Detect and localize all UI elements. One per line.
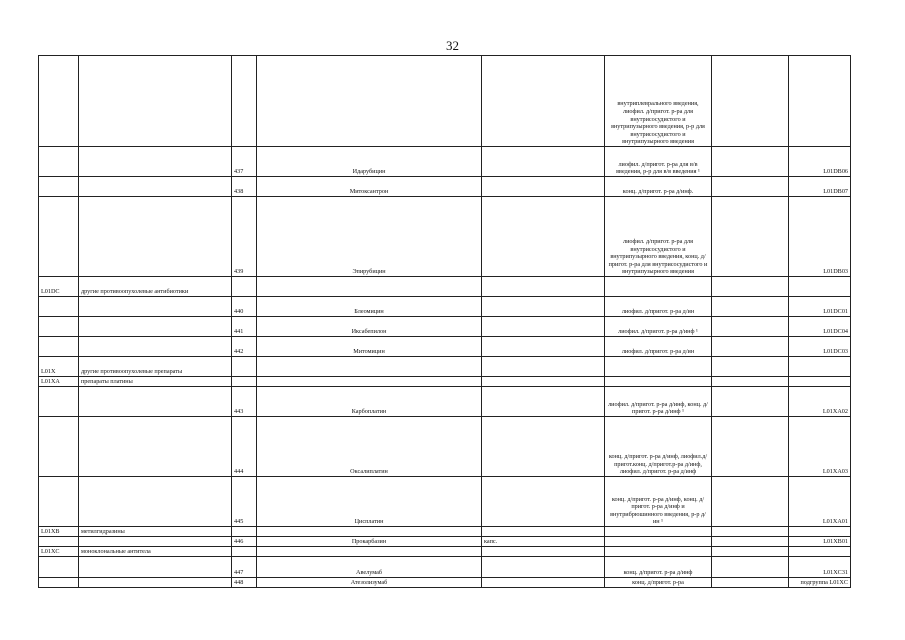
table-row xyxy=(39,477,851,527)
table-row xyxy=(39,527,851,537)
dosage-kind-cell: капс. xyxy=(482,537,605,547)
drug-name-cell: Прокарбазин xyxy=(257,537,482,547)
atx-code-cell: L01DC xyxy=(39,277,79,297)
atx-code-cell xyxy=(39,147,79,177)
dosage-kind-cell xyxy=(482,578,605,588)
dosage-form-cell xyxy=(605,547,712,557)
atx-subcode-cell: L01XC31 xyxy=(789,557,851,578)
row-number-cell xyxy=(232,277,257,297)
row-number-cell: 439 xyxy=(232,197,257,277)
note-cell xyxy=(712,578,789,588)
dosage-form-cell xyxy=(605,277,712,297)
drug-name-cell: Карбоплатин xyxy=(257,387,482,417)
table-row xyxy=(39,297,851,317)
dosage-kind-cell xyxy=(482,387,605,417)
row-number-cell: 448 xyxy=(232,578,257,588)
table-row xyxy=(39,537,851,547)
table-row xyxy=(39,56,851,147)
group-name-cell xyxy=(79,537,232,547)
atx-code-cell: L01XA xyxy=(39,377,79,387)
table-row xyxy=(39,557,851,578)
row-number-cell: 446 xyxy=(232,537,257,547)
table-row xyxy=(39,578,851,588)
group-name-cell: метилгидразины xyxy=(79,527,232,537)
group-name-cell: моноклональные антитела xyxy=(79,547,232,557)
row-number-cell: 440 xyxy=(232,297,257,317)
row-number-cell: 442 xyxy=(232,337,257,357)
dosage-kind-cell xyxy=(482,557,605,578)
group-name-cell xyxy=(79,297,232,317)
group-name-cell xyxy=(79,387,232,417)
note-cell xyxy=(712,537,789,547)
table-row xyxy=(39,547,851,557)
group-name-cell xyxy=(79,56,232,147)
drug-name-cell: Эпирубицин xyxy=(257,197,482,277)
drug-name-cell: Блеомицин xyxy=(257,297,482,317)
note-cell xyxy=(712,197,789,277)
drug-name-cell: Иксабепилон xyxy=(257,317,482,337)
row-number-cell: 444 xyxy=(232,417,257,477)
note-cell xyxy=(712,277,789,297)
note-cell xyxy=(712,297,789,317)
dosage-form-cell: конц. д/пригот. р-ра д/инф, лиофил.д/пригот.конц. д/пригот.р-ра д/инф, лиофил. д/пригот. р-ра д/инф xyxy=(605,417,712,477)
atx-code-cell xyxy=(39,317,79,337)
dosage-form-cell: лиофил. д/пригот. р-ра д/инф, конц. д/пригот. р-ра д/инф ¹ xyxy=(605,387,712,417)
group-name-cell xyxy=(79,557,232,578)
dosage-form-cell xyxy=(605,527,712,537)
note-cell xyxy=(712,417,789,477)
drug-name-cell xyxy=(257,377,482,387)
dosage-form-cell: конц. д/пригот. р-ра д/инф xyxy=(605,557,712,578)
table-row xyxy=(39,387,851,417)
atx-subcode-cell: L01XA01 xyxy=(789,477,851,527)
note-cell xyxy=(712,387,789,417)
atx-code-cell xyxy=(39,197,79,277)
row-number-cell xyxy=(232,527,257,537)
dosage-form-cell: лиофил. д/пригот. р-ра для в/в введения, р-р для в/в введения ¹ xyxy=(605,147,712,177)
note-cell xyxy=(712,357,789,377)
atx-subcode-cell: L01DC03 xyxy=(789,337,851,357)
dosage-kind-cell xyxy=(482,297,605,317)
note-cell xyxy=(712,56,789,147)
atx-subcode-cell xyxy=(789,56,851,147)
dosage-kind-cell xyxy=(482,337,605,357)
group-name-cell xyxy=(79,147,232,177)
atx-code-cell: L01XB xyxy=(39,527,79,537)
dosage-form-cell: лиофил. д/пригот. р-ра д/ин xyxy=(605,337,712,357)
table-row xyxy=(39,377,851,387)
dosage-form-cell xyxy=(605,377,712,387)
dosage-form-cell xyxy=(605,357,712,377)
atx-subcode-cell: L01DB06 xyxy=(789,147,851,177)
group-name-cell: другие противоопухолевые антибиотики xyxy=(79,277,232,297)
dosage-kind-cell xyxy=(482,147,605,177)
note-cell xyxy=(712,527,789,537)
atx-subcode-cell xyxy=(789,357,851,377)
atx-code-cell xyxy=(39,387,79,417)
group-name-cell xyxy=(79,417,232,477)
page-number: 32 xyxy=(446,38,459,53)
note-cell xyxy=(712,147,789,177)
atx-code-cell: L01X xyxy=(39,357,79,377)
note-cell xyxy=(712,547,789,557)
group-name-cell xyxy=(79,477,232,527)
dosage-form-cell: лиофил. д/пригот. р-ра д/ин xyxy=(605,297,712,317)
atx-subcode-cell: L01XA02 xyxy=(789,387,851,417)
row-number-cell: 441 xyxy=(232,317,257,337)
row-number-cell: 438 xyxy=(232,177,257,197)
atx-code-cell xyxy=(39,297,79,317)
note-cell xyxy=(712,377,789,387)
dosage-form-cell: лиофил. д/пригот. р-ра д/инф ¹ xyxy=(605,317,712,337)
atx-code-cell: L01XC xyxy=(39,547,79,557)
drug-name-cell: Митомицин xyxy=(257,337,482,357)
table-row xyxy=(39,417,851,477)
dosage-kind-cell xyxy=(482,527,605,537)
dosage-kind-cell xyxy=(482,417,605,477)
dosage-form-cell: лиофил. д/пригот. р-ра для внутрисосудистого и внутрипузырного введения, конц. д/пригот. р-ра для внутрисосудистого и внутрипузырного введения xyxy=(605,197,712,277)
dosage-form-cell: конц. д/пригот. р-ра д/инф, конц. д/пригот. р-ра д/инф и внутрибрюшинного введения, р-р д/ин ¹ xyxy=(605,477,712,527)
group-name-cell: другие противоопухолевые препараты xyxy=(79,357,232,377)
atx-code-cell xyxy=(39,537,79,547)
group-name-cell xyxy=(79,578,232,588)
atx-subcode-cell: L01DC04 xyxy=(789,317,851,337)
dosage-kind-cell xyxy=(482,547,605,557)
row-number-cell: 445 xyxy=(232,477,257,527)
dosage-kind-cell xyxy=(482,177,605,197)
drug-table xyxy=(38,55,851,588)
atx-subcode-cell xyxy=(789,377,851,387)
table-row xyxy=(39,337,851,357)
atx-subcode-cell: L01XB01 xyxy=(789,537,851,547)
dosage-kind-cell xyxy=(482,277,605,297)
dosage-form-cell xyxy=(605,537,712,547)
dosage-form-cell: внутриплеврального введения, лиофил. д/пригот. р-ра для внутрисосудистого и внутрипузырного введения, р-р для внутрисосудистого и внутрипузырного введения xyxy=(605,56,712,147)
group-name-cell xyxy=(79,197,232,277)
drug-name-cell xyxy=(257,527,482,537)
table-row xyxy=(39,177,851,197)
atx-code-cell xyxy=(39,578,79,588)
note-cell xyxy=(712,317,789,337)
dosage-kind-cell xyxy=(482,197,605,277)
row-number-cell: 443 xyxy=(232,387,257,417)
drug-name-cell: Митоксантрон xyxy=(257,177,482,197)
atx-code-cell xyxy=(39,177,79,197)
atx-subcode-cell xyxy=(789,527,851,537)
atx-subcode-cell: L01DC01 xyxy=(789,297,851,317)
table-row xyxy=(39,197,851,277)
atx-code-cell xyxy=(39,557,79,578)
atx-code-cell xyxy=(39,477,79,527)
table-body xyxy=(39,56,851,588)
dosage-form-cell: конц. д/пригот. р-ра д/инф. xyxy=(605,177,712,197)
row-number-cell: 447 xyxy=(232,557,257,578)
drug-name-cell: Авелумаб xyxy=(257,557,482,578)
row-number-cell: 437 xyxy=(232,147,257,177)
note-cell xyxy=(712,337,789,357)
atx-subcode-cell xyxy=(789,277,851,297)
row-number-cell xyxy=(232,547,257,557)
drug-name-cell: Цисплатин xyxy=(257,477,482,527)
dosage-kind-cell xyxy=(482,357,605,377)
dosage-kind-cell xyxy=(482,317,605,337)
group-name-cell: препараты платины xyxy=(79,377,232,387)
dosage-form-cell: конц. д/пригот. р-ра xyxy=(605,578,712,588)
table-row xyxy=(39,357,851,377)
atx-code-cell xyxy=(39,417,79,477)
dosage-kind-cell xyxy=(482,377,605,387)
atx-subcode-cell xyxy=(789,547,851,557)
note-cell xyxy=(712,557,789,578)
note-cell xyxy=(712,477,789,527)
table-row xyxy=(39,317,851,337)
table-row xyxy=(39,277,851,297)
atx-code-cell xyxy=(39,56,79,147)
group-name-cell xyxy=(79,317,232,337)
table-row xyxy=(39,147,851,177)
drug-name-cell: Оксалиплатин xyxy=(257,417,482,477)
atx-subcode-cell: L01DB03 xyxy=(789,197,851,277)
row-number-cell xyxy=(232,357,257,377)
drug-name-cell: Идарубицин xyxy=(257,147,482,177)
row-number-cell xyxy=(232,56,257,147)
atx-subcode-cell: L01DB07 xyxy=(789,177,851,197)
drug-name-cell xyxy=(257,357,482,377)
drug-name-cell xyxy=(257,547,482,557)
drug-name-cell: Атезолизумаб xyxy=(257,578,482,588)
group-name-cell xyxy=(79,337,232,357)
note-cell xyxy=(712,177,789,197)
row-number-cell xyxy=(232,377,257,387)
atx-subcode-cell: подгруппа L01XC xyxy=(789,578,851,588)
atx-code-cell xyxy=(39,337,79,357)
atx-subcode-cell: L01XA03 xyxy=(789,417,851,477)
drug-name-cell xyxy=(257,277,482,297)
drug-name-cell xyxy=(257,56,482,147)
dosage-kind-cell xyxy=(482,477,605,527)
group-name-cell xyxy=(79,177,232,197)
dosage-kind-cell xyxy=(482,56,605,147)
